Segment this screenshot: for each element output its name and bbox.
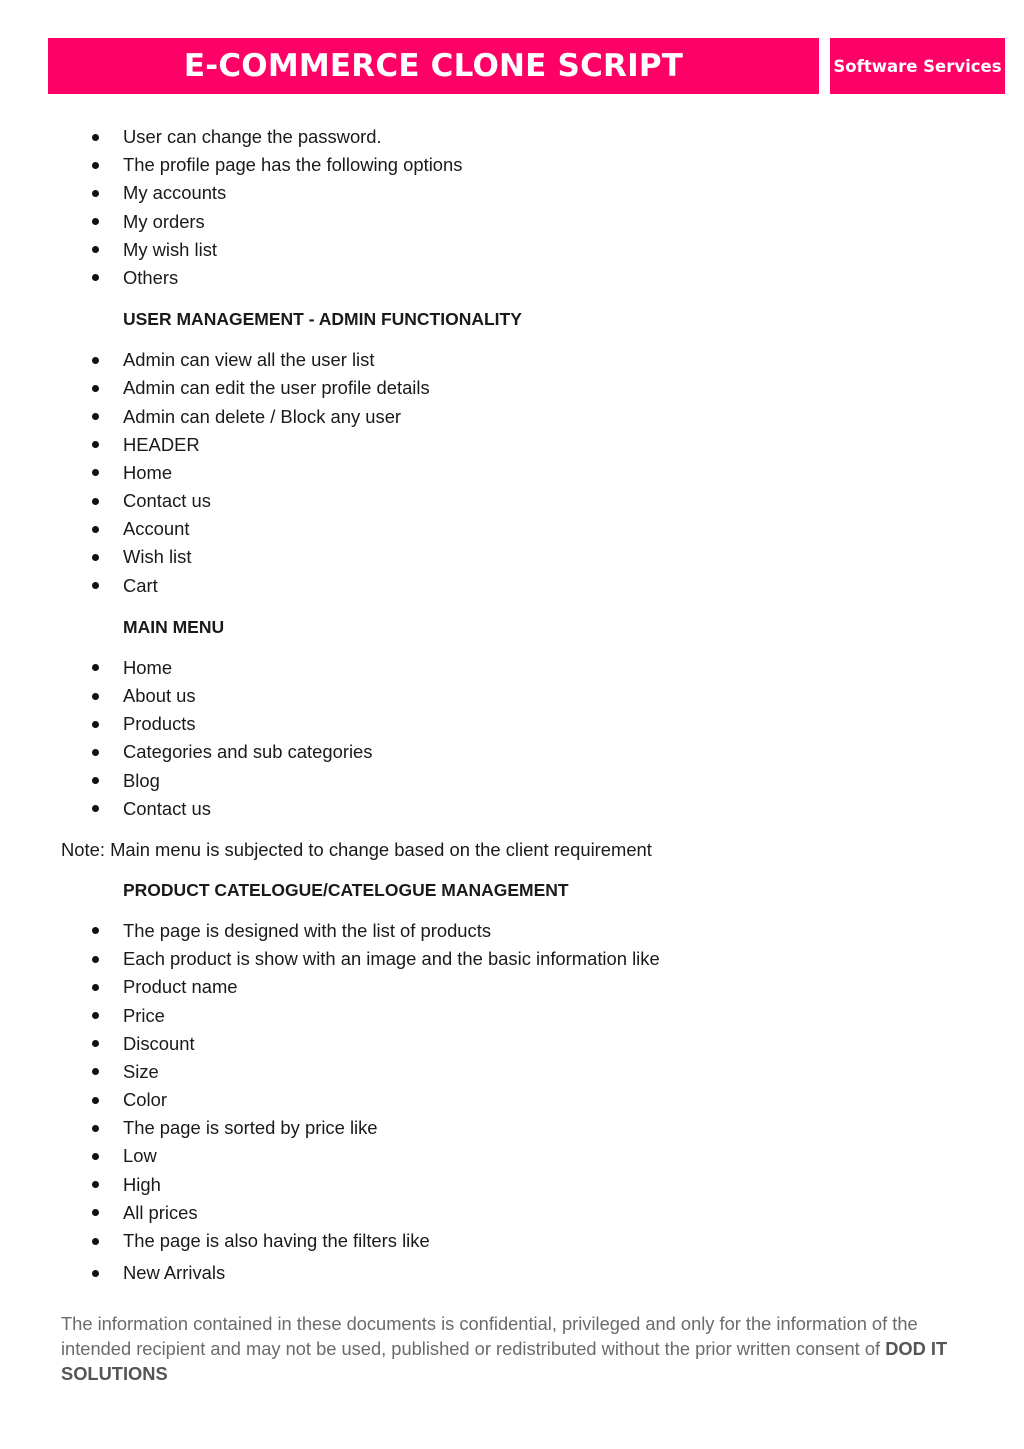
list-item: Home	[0, 654, 1024, 682]
user-management-heading: USER MANAGEMENT - ADMIN FUNCTIONALITY	[123, 309, 522, 330]
software-services-badge	[830, 38, 1005, 94]
list-item: Low	[0, 1142, 1024, 1170]
list-item: Home	[0, 459, 1024, 487]
list-item: Color	[0, 1086, 1024, 1114]
confidentiality-footer	[61, 1311, 961, 1386]
list-item: About us	[0, 682, 1024, 710]
list-item: Admin can delete / Block any user	[0, 403, 1024, 431]
list-item: Categories and sub categories	[0, 738, 1024, 766]
badge-label: Software Services	[833, 56, 1002, 76]
list-item: Price	[0, 1002, 1024, 1030]
document-title-banner	[48, 38, 819, 94]
list-item: Contact us	[0, 487, 1024, 515]
list-item: Each product is show with an image and the basic information like	[0, 945, 1024, 973]
list-item: The profile page has the following options	[0, 151, 1024, 179]
list-item: Others	[0, 264, 1024, 292]
list-item: Cart	[0, 572, 1024, 600]
list-item: Contact us	[0, 795, 1024, 823]
document-title: E-COMMERCE CLONE SCRIPT	[183, 48, 684, 84]
catalogue-heading: PRODUCT CATELOGUE/CATELOGUE MANAGEMENT	[123, 879, 569, 900]
list-item: Size	[0, 1058, 1024, 1086]
list-item: The page is designed with the list of products	[0, 917, 1024, 945]
list-item: Blog	[0, 767, 1024, 795]
document-body	[0, 123, 1024, 1287]
list-item: Product name	[0, 973, 1024, 1001]
list-item: My wish list	[0, 236, 1024, 264]
list-item: Admin can edit the user profile details	[0, 374, 1024, 402]
list-item: Products	[0, 710, 1024, 738]
list-item: User can change the password.	[0, 123, 1024, 151]
main-menu-heading: MAIN MENU	[123, 616, 225, 637]
list-item: My orders	[0, 208, 1024, 236]
list-item: Wish list	[0, 543, 1024, 571]
company-name: DOD IT SOLUTIONS	[61, 1338, 948, 1384]
list-item: Admin can view all the user list	[0, 346, 1024, 374]
confidentiality-text: The information contained in these documents is confidential, privileged and only for the information of the intended recipient and may not be used, published or redistributed without the prior written consent of	[61, 1313, 918, 1359]
catalogue-list	[0, 917, 1024, 1287]
list-item: High	[0, 1171, 1024, 1199]
list-item: Discount	[0, 1030, 1024, 1058]
list-item: New Arrivals	[0, 1259, 1024, 1287]
profile-options-list	[0, 123, 1024, 292]
list-item: Account	[0, 515, 1024, 543]
user-management-list	[0, 346, 1024, 600]
list-item: The page is also having the filters like	[0, 1227, 1024, 1255]
list-item: HEADER	[0, 431, 1024, 459]
list-item: The page is sorted by price like	[0, 1114, 1024, 1142]
list-item: My accounts	[0, 179, 1024, 207]
main-menu-list	[0, 654, 1024, 823]
main-menu-note: Note: Main menu is subjected to change based on the client requirement	[61, 838, 652, 860]
list-item: All prices	[0, 1199, 1024, 1227]
